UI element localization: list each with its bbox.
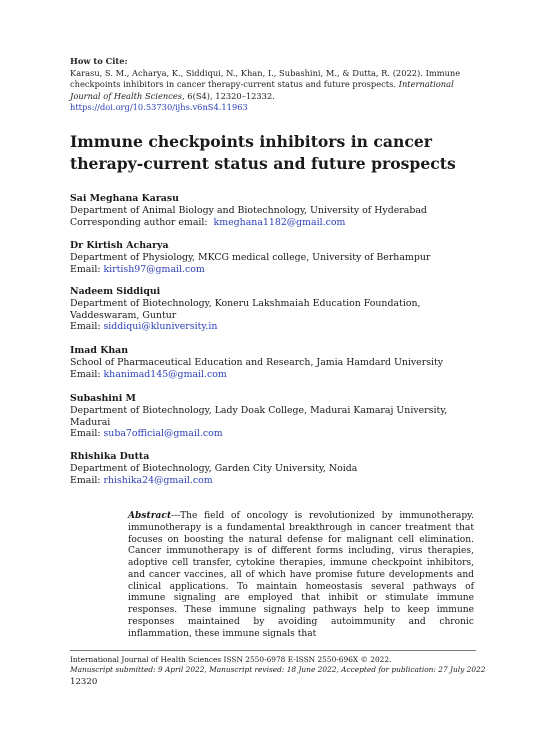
author-email-link[interactable]: siddiqui@kluniversity.in [103, 321, 218, 333]
author-email-link[interactable]: suba7official@gmail.com [103, 428, 223, 440]
email-label: Email: [70, 368, 101, 380]
author-affiliation: Department of Biotechnology, Lady Doak College, Madurai Kamaraj University, Madurai [70, 404, 448, 428]
author-affiliation: School of Pharmaceutical Education and Research, Jamia Hamdard University [70, 356, 444, 368]
author-email-link[interactable]: rhishika24@gmail.com [103, 474, 213, 486]
author-affiliation: Department of Physiology, MKCG medical college, University of Berhampur [70, 251, 431, 263]
abstract-separator: --- [171, 511, 181, 521]
footer-journal-line: International Journal of Health Sciences ISSN 2550-6978 E-ISSN 2550-696X © 2022. [70, 655, 392, 664]
email-label: Email: [70, 428, 101, 440]
email-label: Corresponding author email: [70, 216, 208, 228]
author-block-3 [70, 286, 490, 333]
author-block-5 [70, 393, 490, 440]
email-label: Email: [70, 321, 101, 333]
footer-submission-line: Manuscript submitted: 9 April 2022, Manuscript revised: 18 June 2022, Accepted for publication: 27 July 2022 [70, 665, 486, 675]
abstract [128, 510, 474, 640]
author-name: Sai Meghana Karasu [70, 193, 179, 204]
author-name: Rhishika Dutta [70, 451, 150, 462]
abstract-label: Abstract [128, 510, 172, 521]
author-name: Dr Kirtish Acharya [70, 240, 169, 251]
page-footer [70, 655, 490, 688]
author-name: Imad Khan [70, 345, 129, 356]
citation-label: How to Cite: [70, 56, 128, 66]
footer-divider [70, 650, 476, 651]
citation-text: Karasu, S. M., Acharya, K., Siddiqui, N., Khan, I., Subashini, M., & Dutta, R. (2022). Immune checkpoints inhibitors in cancer therapy-current status and future prospects. [70, 67, 461, 90]
email-label: Email: [70, 263, 101, 275]
citation-issue-pages: , 6(S4), 12320–12332. [182, 90, 275, 101]
page-number: 12320 [70, 676, 98, 687]
author-block-6 [70, 451, 490, 486]
author-name: Nadeem Siddiqui [70, 286, 161, 297]
author-email-link[interactable]: kmeghana1182@gmail.com [213, 216, 346, 228]
author-block-2 [70, 240, 490, 275]
author-block-4 [70, 345, 490, 380]
author-block-1 [70, 193, 490, 228]
author-affiliation: Department of Biotechnology, Koneru Lakshmaiah Education Foundation, Vaddeswaram, Guntur [70, 297, 421, 321]
citation-journal: International Journal of Health Sciences [70, 79, 454, 101]
citation-block [70, 56, 480, 114]
author-email-link[interactable]: kirtish97@gmail.com [103, 263, 205, 275]
author-affiliation: Department of Animal Biology and Biotechnology, University of Hyderabad [70, 204, 427, 216]
citation-doi-link[interactable]: https://doi.org/10.53730/ijhs.v6nS4.11963 [70, 102, 248, 113]
author-name: Subashini M [70, 393, 136, 404]
author-email-link[interactable]: khanimad145@gmail.com [103, 368, 227, 380]
abstract-text: The field of oncology is revolutionized by immunotherapy. immunotherapy is a fundamental breakthrough in cancer treatment that focuses on boosting the natural defense for malignant cell elimination. Cancer immunotherapy is of different forms including, virus therapies, adoptive cell transfer, cytokine therapies, immune checkpoint inhibitors, and cancer vaccines, all of which have promise future developments and clinical applications. To maintain homeostasis several pathways of immune signaling are employed that inhibit or stimulate immune responses. These immune signaling pathways help to keep immune responses maintained by avoiding autoimmunity and chronic inflammation, these immune signals that [128, 511, 474, 639]
author-affiliation: Department of Biotechnology, Garden City University, Noida [70, 462, 358, 474]
paper-title: Immune checkpoints inhibitors in cancer therapy-current status and future prospects [70, 132, 456, 173]
email-label: Email: [70, 474, 101, 486]
